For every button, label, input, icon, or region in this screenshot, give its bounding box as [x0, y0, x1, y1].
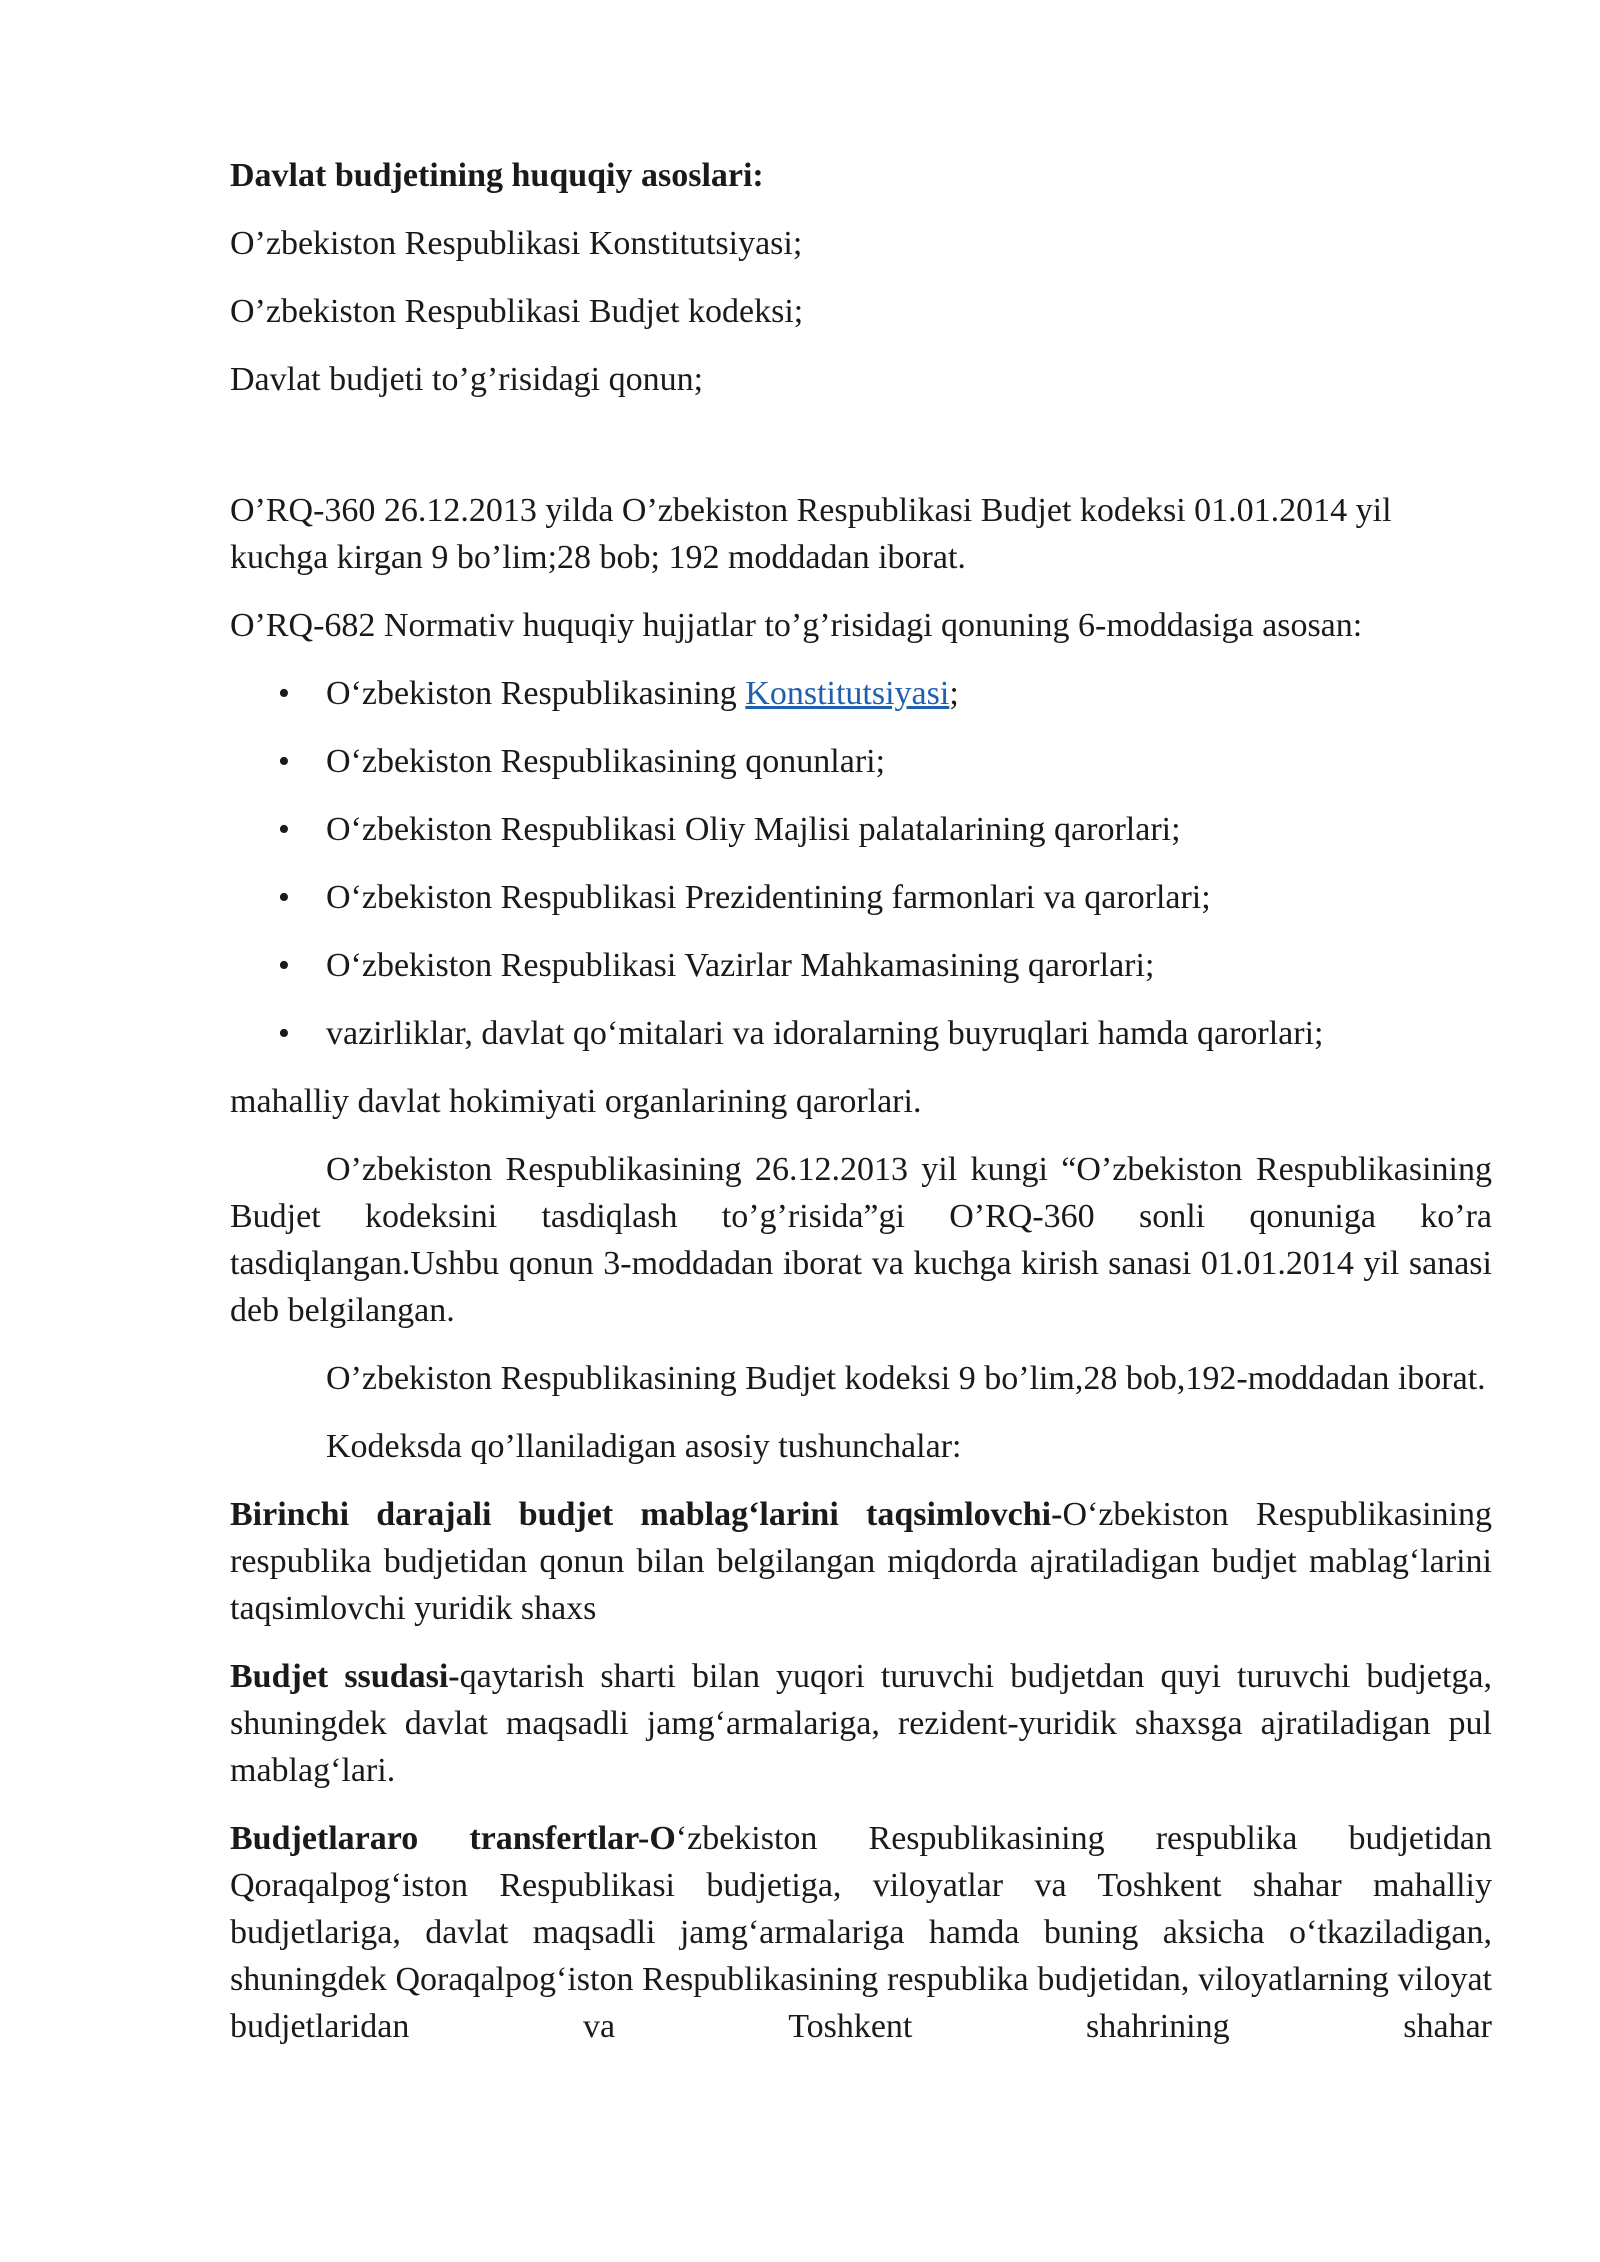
list-item	[230, 806, 1492, 853]
list-item	[230, 942, 1492, 989]
legal-basis-item: Davlat budjeti to’g’risidagi qonun;	[230, 361, 704, 398]
local-authorities-paragraph: mahalliy davlat hokimiyati organlarining qarorlari.	[230, 1083, 922, 1120]
spacer	[230, 424, 1492, 487]
definition-text: O‘zbekiston Respublikasining respublika budjetidan qonun bilan belgilangan miqdorda ajratiladigan budjet mablag‘larini taqsimlovchi yuridik shaxs	[230, 1496, 1493, 1627]
list-item-text: O‘zbekiston Respublikasi Vazirlar Mahkamasining qarorlari;	[326, 947, 1155, 984]
bullet-icon: •	[278, 1015, 290, 1052]
bullet-icon: •	[278, 811, 290, 848]
list-item	[230, 1010, 1492, 1057]
definition-paragraph	[230, 1491, 1492, 1632]
definition-term: Budjet ssudasi-	[230, 1658, 460, 1695]
list-item	[230, 738, 1492, 785]
list-item-text: O‘zbekiston Respublikasi Oliy Majlisi palatalarining qarorlari;	[326, 811, 1181, 848]
definition-paragraph	[230, 1653, 1492, 1794]
normative-acts-list	[230, 670, 1492, 1057]
approval-paragraph: O’zbekiston Respublikasining 26.12.2013 yil kungi “O’zbekiston Respublikasining Budjet kodeksini tasdiqlash to’g’risida”gi O’RQ-360 sonli qonuniga ko’ra tasdiqlangan.Ushbu qonun 3-moddadan iborat va kuchga kirish sanasi 01.01.2014 yil sanasi deb belgilangan.	[230, 1151, 1492, 1329]
constitution-link[interactable]: Konstitutsiyasi	[745, 675, 950, 712]
definition-text: qaytarish sharti bilan yuqori turuvchi budjetdan quyi turuvchi budjetga, shuningdek davlat maqsadli jamg‘armalariga, rezident-yuridik shaxsga ajratiladigan pul mablag‘lari.	[230, 1658, 1492, 1789]
list-item-text: O‘zbekiston Respublikasining	[326, 675, 746, 712]
legal-basis-item: O’zbekiston Respublikasi Konstitutsiyasi;	[230, 225, 803, 262]
definition-term: Birinchi darajali budjet mablag‘larini taqsimlovchi-	[230, 1496, 1063, 1533]
section-heading: Davlat budjetining huquqiy asoslari:	[230, 157, 764, 194]
definition-paragraph	[230, 1815, 1492, 2050]
code-structure-paragraph: O’zbekiston Respublikasining Budjet kodeksi 9 bo’lim,28 bob,192-moddadan iborat.	[326, 1360, 1486, 1397]
concepts-intro: Kodeksda qo’llaniladigan asosiy tushunchalar:	[326, 1428, 962, 1465]
orq360-paragraph: O’RQ-360 26.12.2013 yilda O’zbekiston Respublikasi Budjet kodeksi 01.01.2014 yil kuchga kirgan 9 bo’lim;28 bob; 192 moddadan iborat.	[230, 492, 1392, 576]
document-page	[230, 152, 1492, 2050]
bullet-icon: •	[278, 743, 290, 780]
list-item-text: O‘zbekiston Respublikasi Prezidentining farmonlari va qarorlari;	[326, 879, 1211, 916]
list-item-text: O‘zbekiston Respublikasining qonunlari;	[326, 743, 886, 780]
list-item	[230, 874, 1492, 921]
list-item-text: ;	[949, 675, 959, 712]
list-item-text: vazirliklar, davlat qo‘mitalari va idoralarning buyruqlari hamda qarorlari;	[326, 1015, 1324, 1052]
bullet-icon: •	[278, 675, 290, 712]
bullet-icon: •	[278, 879, 290, 916]
definition-term: Budjetlararo transfertlar-O	[230, 1820, 676, 1857]
legal-basis-item: O’zbekiston Respublikasi Budjet kodeksi;	[230, 293, 804, 330]
definition-text: ‘zbekiston Respublikasining respublika budjetidan Qoraqalpog‘iston Respublikasi budjetiga, viloyatlar va Toshkent shahar mahalliy budjetlariga, davlat maqsadli jamg‘armalariga hamda buning aksicha o‘tkaziladigan, shuningdek Qoraqalpog‘iston Respublikasining respublika budjetidan, viloyatlarning viloyat budjetlaridan va Toshkent shahrining shahar	[230, 1820, 1492, 2045]
orq682-paragraph: O’RQ-682 Normativ huquqiy hujjatlar to’g’risidagi qonuning 6-moddasiga asosan:	[230, 607, 1363, 644]
list-item	[230, 670, 1492, 717]
bullet-icon: •	[278, 947, 290, 984]
